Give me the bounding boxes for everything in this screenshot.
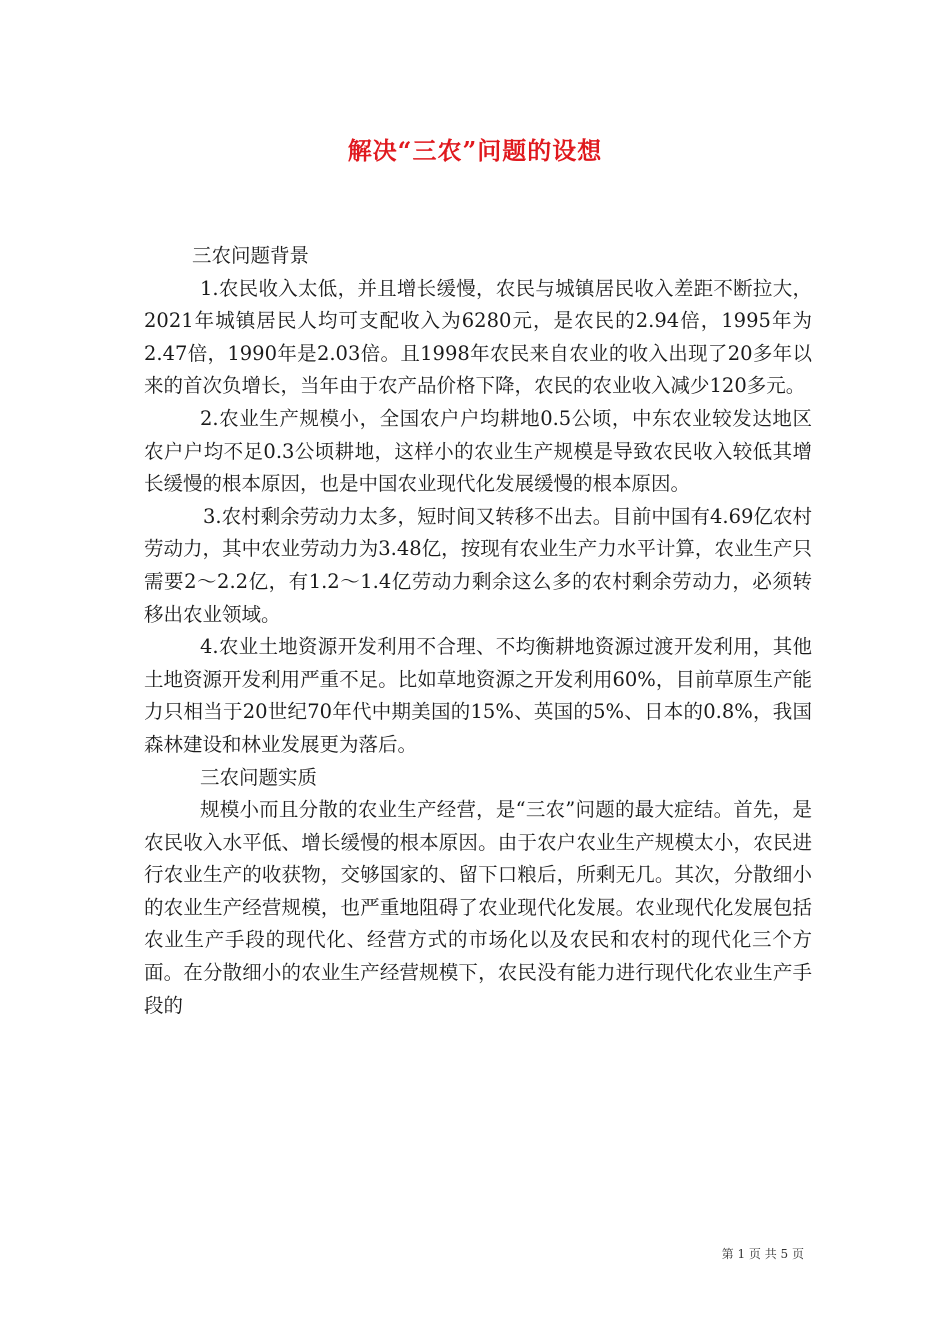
paragraph-essence: 规模小而且分散的农业生产经营，是“三农”问题的最大症结。首先，是农民收入水平低、增长缓慢的根本原因。由于农户农业生产规模太小，农民进行农业生产的收获物，交够国家的、留下口粮后，所剩无几。其次，分散细小的农业生产经营规模，也严重地阻碍了农业现代化发展。农业现代化发展包括农业生产手段的现代化、经营方式的市场化以及农民和农村的现代化三个方面。在分散细小的农业生产经营规模下，农民没有能力进行现代化农业生产手段的 <box>144 798 812 1017</box>
paragraph-scale: 2.农业生产规模小，全国农户户均耕地0.5公顷，中东农业较发达地区农户户均不足0.3公顷耕地，这样小的农业生产规模是导致农民收入较低其增长缓慢的根本原因，也是中国农业现代化发展缓慢的根本原因。 <box>144 406 812 496</box>
section-heading-background: 三农问题背景 <box>192 244 310 267</box>
document-body <box>144 240 812 1022</box>
paragraph-income: 1.农民收入太低，并且增长缓慢，农民与城镇居民收入差距不断拉大，2021年城镇居民人均可支配收入为6280元，是农民的2.94倍，1995年为2.47倍，1990年是2.03倍。且1998年农民来自农业的收入出现了20多年以来的首次负增长，当年由于农产品价格下降，农民的农业收入减少120多元。 <box>144 276 812 398</box>
document-title: 解决“三农”问题的设想 <box>347 136 603 165</box>
section-heading-essence: 三农问题实质 <box>200 765 318 789</box>
paragraph-labor: 3.农村剩余劳动力太多，短时间又转移不出去。目前中国有4.69亿农村劳动力，其中农业劳动力为3.48亿，按现有农业生产力水平计算，农业生产只需要2～2.2亿，有1.2～1.4亿劳动力剩余这么多的农村剩余劳动力，必须转移出农业领域。 <box>144 504 812 626</box>
page-number: 第 1 页 共 5 页 <box>721 1247 804 1261</box>
paragraph-land: 4.农业土地资源开发利用不合理、不均衡耕地资源过渡开发利用，其他土地资源开发利用严重不足。比如草地资源之开发利用60%，目前草原生产能力只相当于20世纪70年代中期美国的15%、英国的5%、日本的0.8%，我国森林建设和林业发展更为落后。 <box>144 635 812 756</box>
